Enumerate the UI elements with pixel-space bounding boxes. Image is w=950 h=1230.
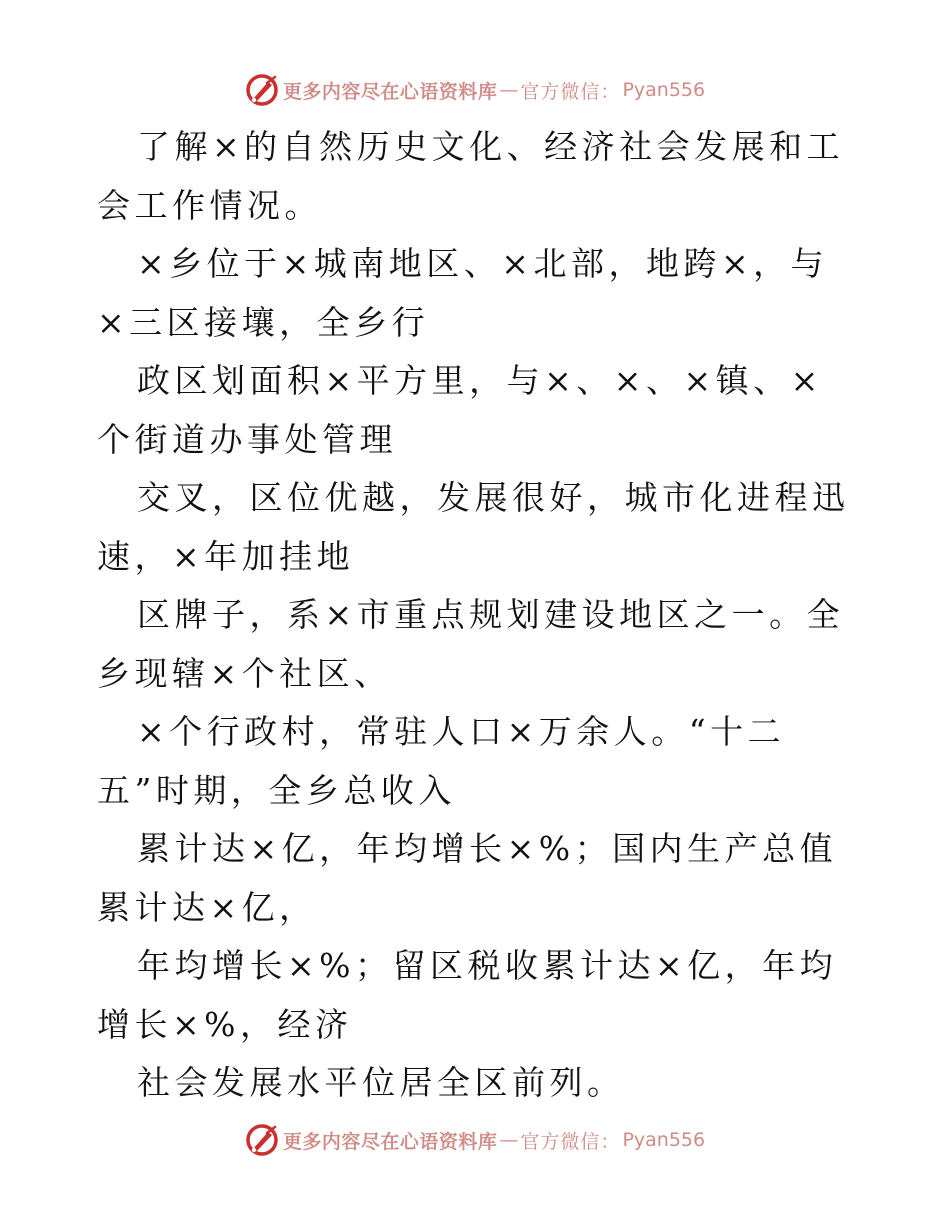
paragraph: 交叉，区位优越，发展很好，城市化进程迅速，×年加挂地 bbox=[97, 478, 850, 576]
paragraph: 政区划面积×平方里，与×、×、×镇、×个街道办事处管理 bbox=[97, 361, 823, 459]
watermark-separator: — bbox=[499, 79, 519, 101]
paragraph: 了解×的自然历史文化、经济社会发展和工会工作情况。 bbox=[97, 127, 845, 225]
quill-ink-icon bbox=[245, 1123, 279, 1157]
watermark-official-label: 官方微信： bbox=[520, 80, 621, 103]
watermark-separator: — bbox=[499, 1129, 519, 1151]
paragraph: 累计达×亿，年均增长×%；国内生产总值累计达×亿， bbox=[97, 829, 838, 927]
watermark-wechat-id: Pyan556 bbox=[622, 1129, 706, 1151]
paragraph: 年均增长×%；留区税收累计达×亿，年均增长×%，经济 bbox=[97, 946, 838, 1044]
watermark-wechat-id: Pyan556 bbox=[622, 79, 706, 101]
document-body bbox=[97, 118, 857, 1113]
paragraph: 社会发展水平位居全区前列。 bbox=[137, 1063, 625, 1102]
footer-watermark bbox=[0, 1120, 950, 1160]
paragraph: ×乡位于×城南地区、×北部，地跨×，与×三区接壤，全乡行 bbox=[97, 244, 829, 342]
header-watermark bbox=[0, 70, 950, 110]
watermark-brand-text: 更多内容尽在心语资料库 bbox=[282, 1130, 498, 1153]
watermark-brand-text: 更多内容尽在心语资料库 bbox=[282, 80, 498, 103]
paragraph: 区牌子，系×市重点规划建设地区之一。全乡现辖×个社区、 bbox=[97, 595, 845, 693]
watermark-official-label: 官方微信： bbox=[520, 1130, 621, 1153]
paragraph: ×个行政村，常驻人口×万余人。“十二五”时期，全乡总收入 bbox=[97, 712, 786, 810]
quill-ink-icon bbox=[245, 73, 279, 107]
